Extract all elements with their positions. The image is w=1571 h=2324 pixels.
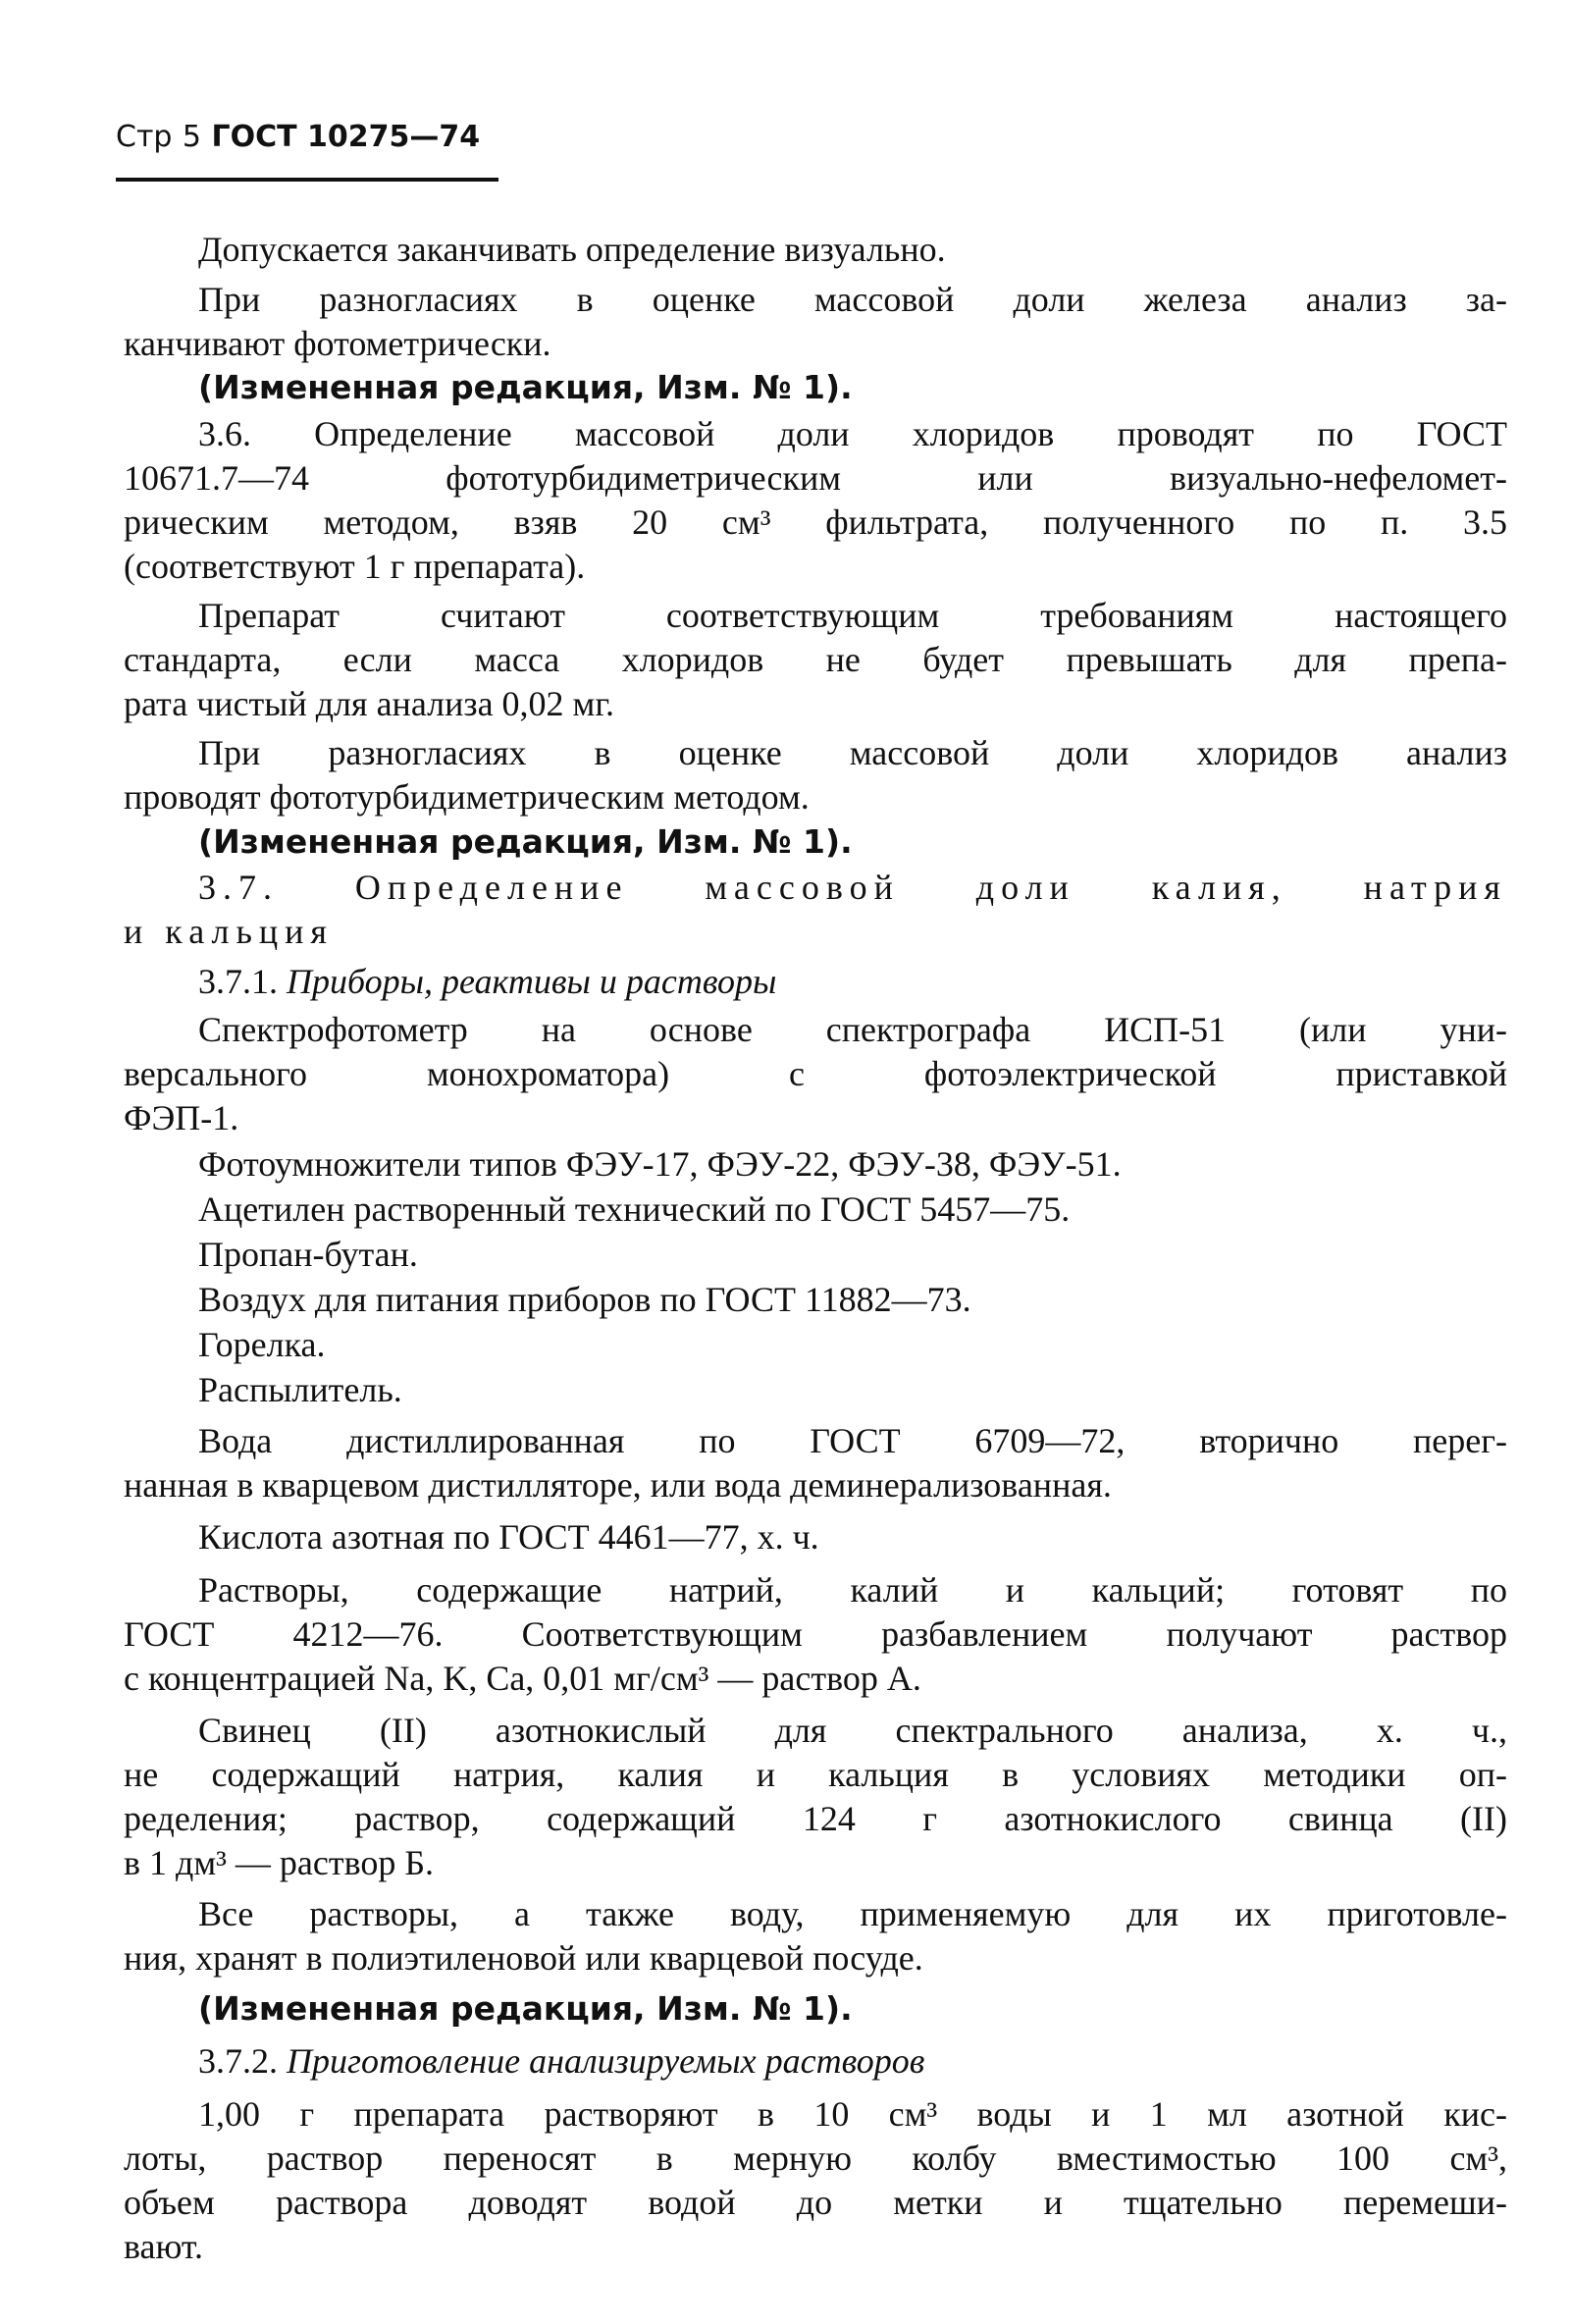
text-line: Спектрофотометр на основе спектрографа ИСП-51 (или уни- <box>198 1010 1507 1049</box>
text-line: Распылитель. <box>198 1370 402 1409</box>
header-rule <box>116 178 498 182</box>
text-line: Свинец (II) азотнокислый для спектрального анализа, х. ч., <box>198 1711 1507 1750</box>
section-heading: и кальция <box>124 912 334 951</box>
subsection-title: Приборы, реактивы и растворы <box>287 962 777 1001</box>
text-line: ния, хранят в полиэтиленовой или кварцевой посуде. <box>124 1938 923 1978</box>
text-line: ФЭП-1. <box>124 1098 239 1137</box>
section-heading: 3.7. Определение массовой доли калия, натрия <box>198 868 1507 907</box>
document-id: ГОСТ 10275—74 <box>211 120 481 154</box>
text-line: не содержащий натрия, калия и кальция в условиях методики оп- <box>124 1755 1507 1794</box>
text-line: стандарта, если масса хлоридов не будет превышать для препа- <box>124 640 1507 679</box>
text-line: проводят фототурбидиметрическим методом. <box>124 777 810 817</box>
text-line: Фотоумножители типов ФЭУ-17, ФЭУ-22, ФЭУ-38, ФЭУ-51. <box>198 1144 1122 1184</box>
subsection-heading <box>198 960 776 1003</box>
text-line: рата чистый для анализа 0,02 мг. <box>124 684 615 723</box>
text-line: При разногласиях в оценке массовой доли железа анализ за- <box>198 280 1507 319</box>
text-line: 3.6. Определение массовой доли хлоридов проводят по ГОСТ <box>198 414 1507 453</box>
text-line: версального монохроматора) с фотоэлектрической приставкой <box>124 1054 1507 1093</box>
text-line: Горелка. <box>198 1325 326 1364</box>
subsection-title: Приготовление анализируемых растворов <box>287 2041 925 2081</box>
text-line: Препарат считают соответствующим требованиям настоящего <box>198 596 1507 635</box>
text-line: Ацетилен растворенный технический по ГОСТ 5457—75. <box>198 1189 1071 1229</box>
text-line: При разногласиях в оценке массовой доли хлоридов анализ <box>198 733 1507 772</box>
text-line: нанная в кварцевом дистилляторе, или вода деминерализованная. <box>124 1465 1112 1505</box>
subsection-number: 3.7.2. <box>198 2041 278 2081</box>
amendment-note: (Измененная редакция, Изм. № 1). <box>198 368 853 406</box>
amendment-note: (Измененная редакция, Изм. № 1). <box>198 822 853 861</box>
text-line: объем раствора доводят водой до метки и тщательно перемеши- <box>124 2183 1507 2222</box>
text-line: 1,00 г препарата растворяют в 10 см³ воды и 1 мл азотной кис- <box>198 2094 1507 2134</box>
subsection-number: 3.7.1. <box>198 962 278 1001</box>
text-line: в 1 дм³ — раствор Б. <box>124 1843 435 1882</box>
text-line: ГОСТ 4212—76. Соответствующим разбавлением получают раствор <box>124 1614 1507 1654</box>
page-label: Стр <box>116 120 173 154</box>
page-number: 5 <box>182 120 202 154</box>
text-line: Кислота азотная по ГОСТ 4461—77, х. ч. <box>198 1517 819 1557</box>
text-line: (соответствуют 1 г препарата). <box>124 547 586 586</box>
text-line: Воздух для питания приборов по ГОСТ 11882—73. <box>198 1280 971 1319</box>
text-line: 10671.7—74 фототурбидиметрическим или визуально-нефеломет- <box>124 458 1507 498</box>
page-header <box>116 120 480 154</box>
subsection-heading <box>198 2039 924 2083</box>
text-line: канчивают фотометрически. <box>124 324 551 363</box>
text-line: рическим методом, взяв 20 см³ фильтрата, полученного по п. 3.5 <box>124 502 1507 542</box>
text-line: лоты, раствор переносят в мерную колбу вместимостью 100 см³, <box>124 2139 1507 2178</box>
text-line: Допускается заканчивать определение визуально. <box>198 230 946 269</box>
amendment-note: (Измененная редакция, Изм. № 1). <box>198 1989 853 2028</box>
text-line: Растворы, содержащие натрий, калий и кальций; готовят по <box>198 1570 1507 1610</box>
text-line: Пропан-бутан. <box>198 1235 418 1274</box>
text-line: с концентрацией Na, K, Ca, 0,01 мг/см³ — раствор А. <box>124 1659 921 1698</box>
text-line: Вода дистиллированная по ГОСТ 6709—72, вторично перег- <box>198 1421 1507 1460</box>
text-line: вают. <box>124 2227 203 2266</box>
text-line: Все растворы, а также воду, применяемую для их приготовле- <box>198 1894 1507 1933</box>
text-line: ределения; раствор, содержащий 124 г азотнокислого свинца (II) <box>124 1799 1507 1838</box>
